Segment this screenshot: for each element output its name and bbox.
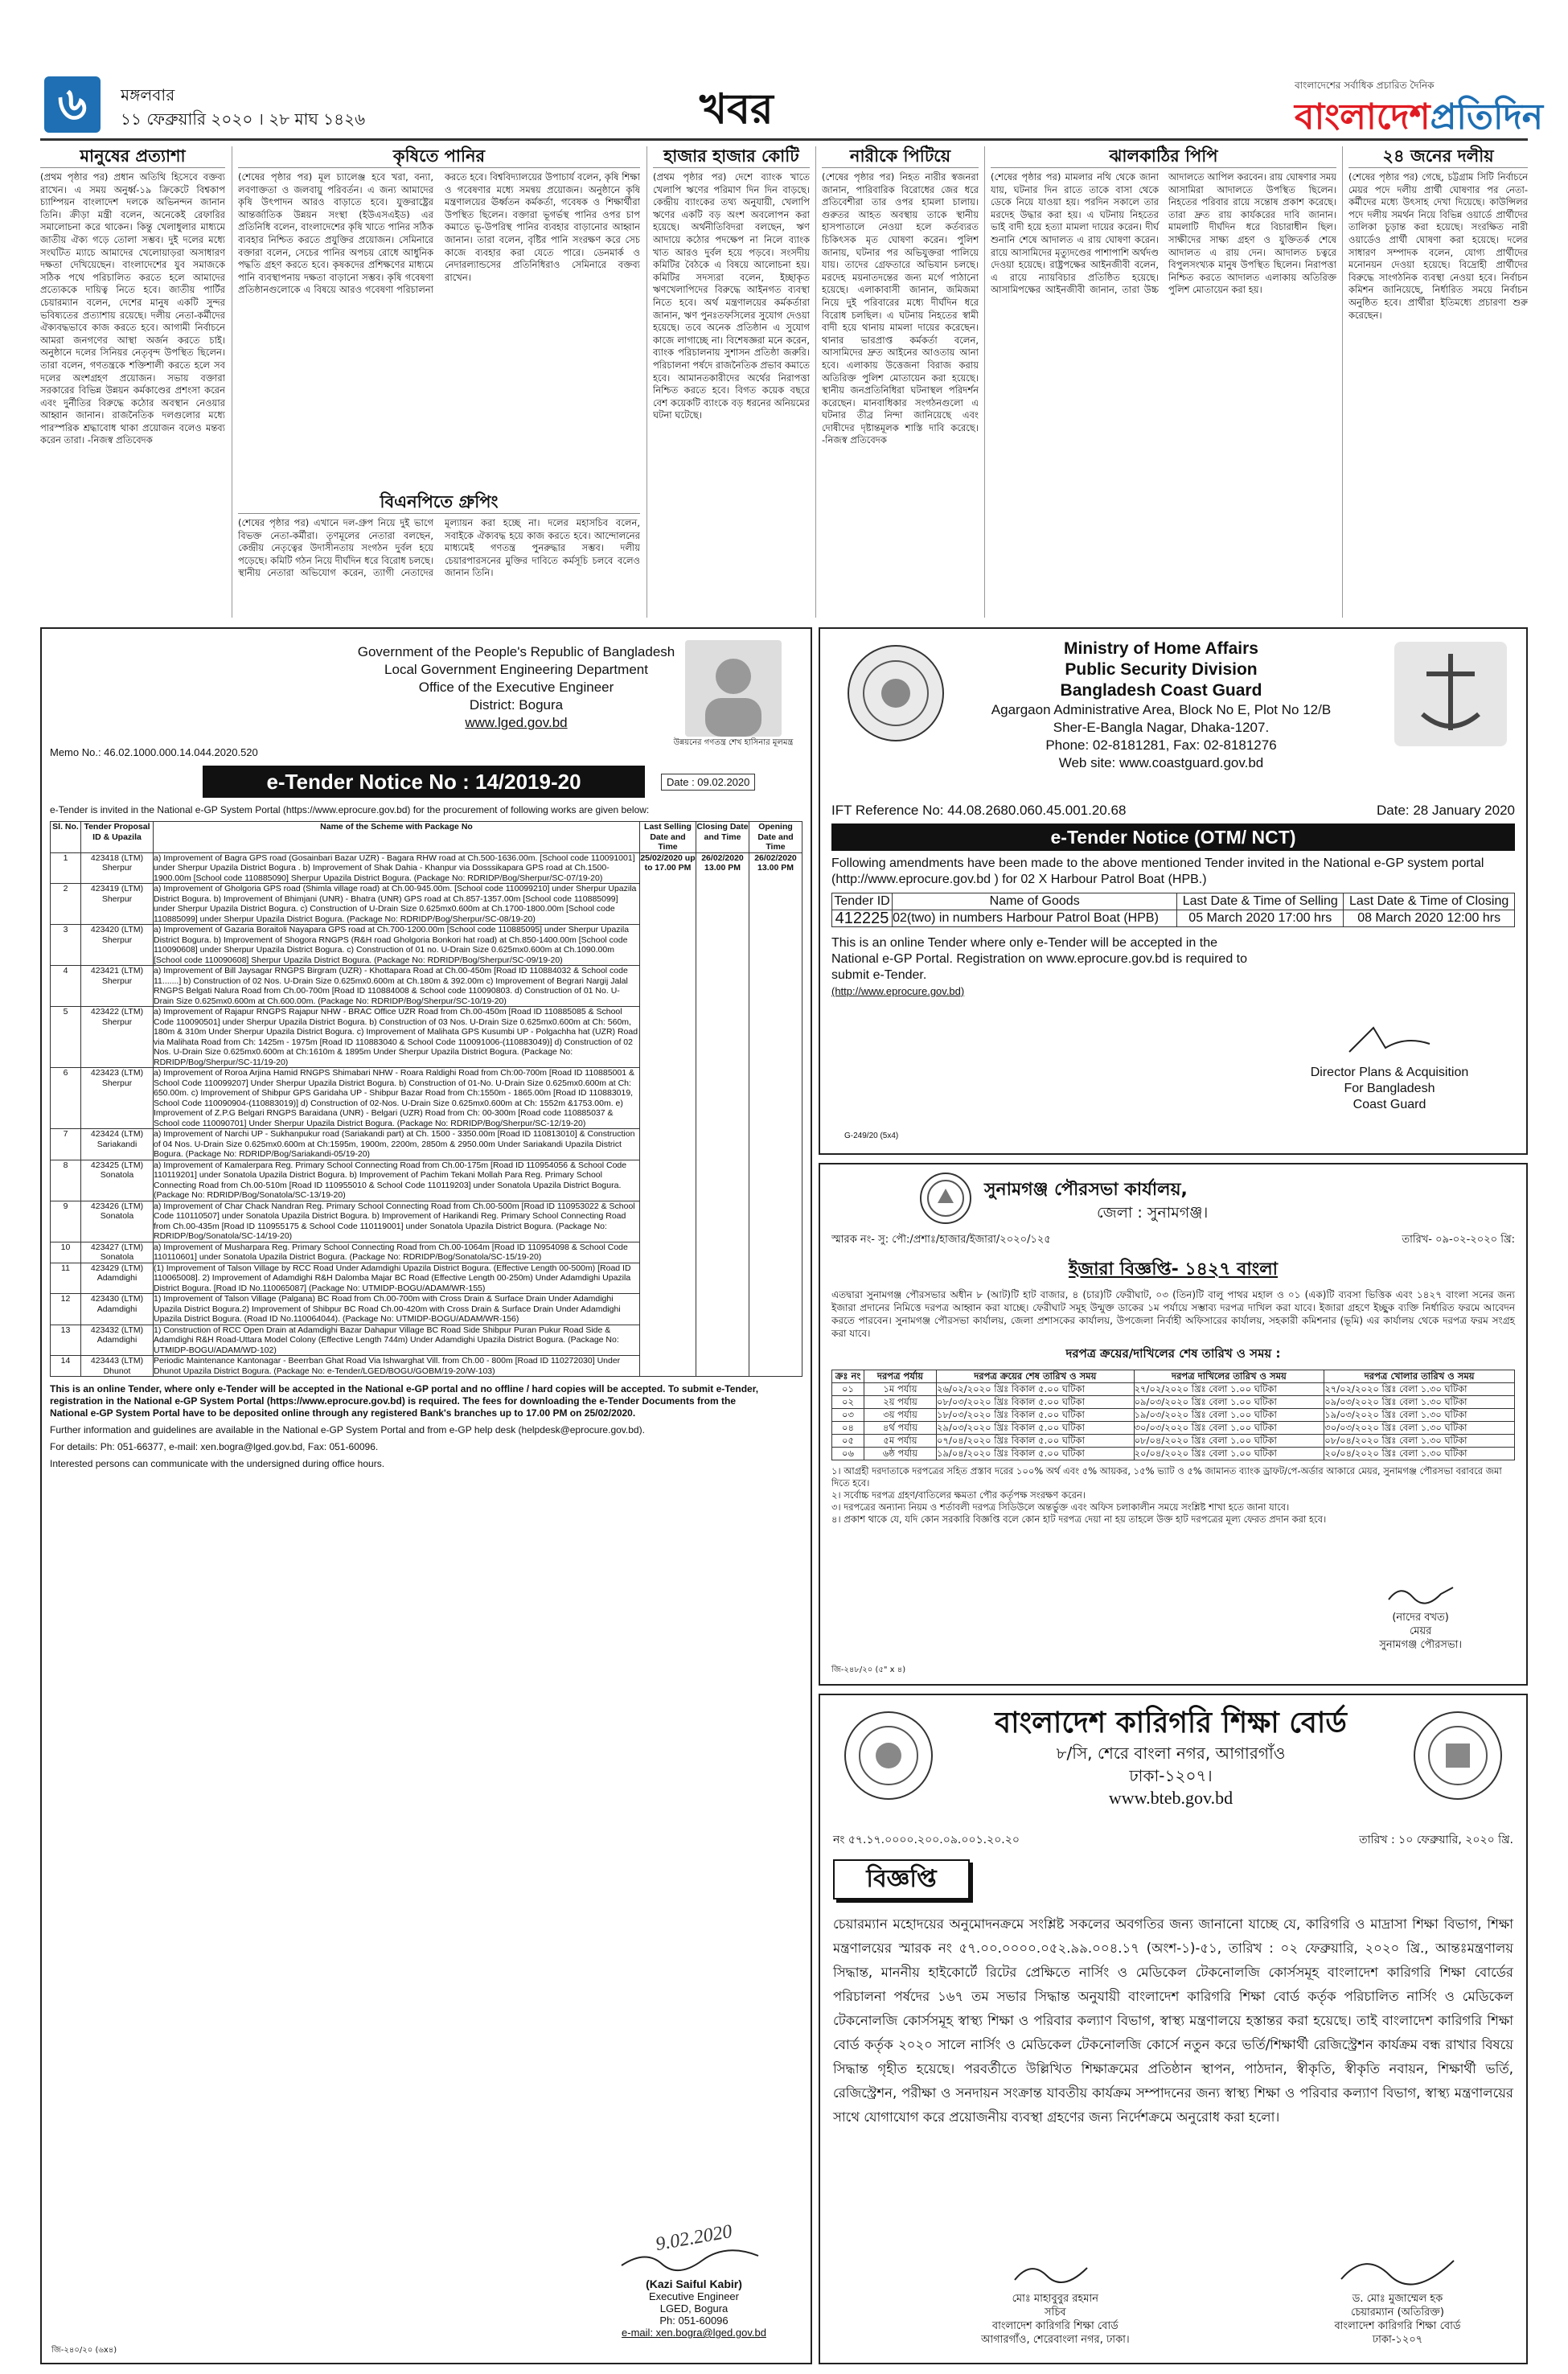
table-row xyxy=(832,1435,1515,1448)
table-cell: 11 xyxy=(51,1263,81,1294)
tender-title-banner: e-Tender Notice No : 14/2019-20 xyxy=(203,766,645,798)
signer-org: বাংলাদেশ কারিগরি শিক্ষা বোর্ড xyxy=(1334,2320,1461,2332)
table-cell: 26/02/2020 13.00 PM xyxy=(749,852,802,1377)
col-header: Tender ID xyxy=(832,893,893,910)
ref-number: স্মারক নং- সু: পৌ:/প্রশাঃ/হাজার/ইজারা/২০২০/১২৫ xyxy=(831,1234,1051,1246)
table-cell: ৩০/০৩/২০২০ খ্রিঃ বেলা ১.০০ ঘটিকা xyxy=(1134,1422,1324,1435)
col-header: Tender Proposal ID & Upazila xyxy=(81,822,154,853)
col-header: Last Date & Time of Closing xyxy=(1344,893,1515,910)
ad-note: This is an online Tender where only e-Tender will be accepted in the National e-GP Portal. Registration on www.eprocure.gov.bd is required to submit e-Tender. xyxy=(831,936,1248,982)
ad-memo: Memo No.: 46.02.1000.000.14.044.2020.520 xyxy=(50,746,258,758)
table-cell: ৪র্থ পর্যায় xyxy=(864,1422,937,1435)
notes-list xyxy=(831,1465,1515,1526)
article-body: (শেষের পৃষ্ঠার পর) এখানে দল-গ্রুপ নিয়ে দুই ভাগে বিভক্ত নেতা-কর্মীরা। তৃণমূলের নেতারা বলছেন, কেন্দ্রীয় নেতৃত্বের উদাসীনতায় সংগঠন দুর্বল হয়ে পড়েছে। কমিটি গঠন নিয়ে দীর্ঘদিন ধরে বিরোধ চলছে। স্থানীয় নেতারা অভিযোগ করেন, ত্যাগী নেতাদের মূল্যায়ন করা হচ্ছে না। দলের মহাসচিব বলেন, সবাইকে ঐক্যবদ্ধ হয়ে কাজ করতে হবে। আন্দোলনের মাধ্যমেই গণতন্ত্র পুনরুদ্ধার সম্ভব। দলীয় চেয়ারপারসনের মুক্তির দাবিতে কর্মসূচি চলবে বলেও জানান তিনি। xyxy=(238,517,640,579)
signer-name: (Kazi Saiful Kabir) xyxy=(646,2277,742,2290)
signer-org: বাংলাদেশ কারিগরি শিক্ষা বোর্ড xyxy=(991,2320,1119,2332)
article-body: (শেষের পৃষ্ঠার পর) মামলার নথি থেকে জানা যায়, ঘটনার দিন রাতে তাকে বাসা থেকে ডেকে নিয়ে যাওয়া হয়। পরদিন সকালে তার মরদেহ উদ্ধার করা হয়। এ ঘটনায় নিহতের ভাই বাদী হয়ে হত্যা মামলা দায়ের করেন। দীর্ঘ শুনানি শেষে আদালত এ রায় ঘোষণা করেন। রায়ে আসামিদের মৃত্যুদণ্ডের পাশাপাশি অর্থদণ্ড দেওয়া হয়েছে। রাষ্ট্রপক্ষের আইনজীবী বলেন, এ রায়ে ন্যায়বিচার প্রতিষ্ঠিত হয়েছে। আসামিপক্ষের আইনজীবী জানান, তারা উচ্চ আদালতে আপিল করবেন। রায় ঘোষণার সময় আসামিরা আদালতে উপস্থিত ছিলেন। নিহতের পরিবার রায়ে সন্তোষ প্রকাশ করেছে। তারা দ্রুত রায় কার্যকরের দাবি জানান। মামলাটি দীর্ঘদিন ধরে বিচারাধীন ছিল। সাক্ষীদের সাক্ষ্য গ্রহণ ও যুক্তিতর্ক শেষে আদালত এ রায় দেন। আদালত চত্বরে বিপুলসংখ্যক মানুষ উপস্থিত ছিলেন। নিরাপত্তা নিশ্চিত করতে আদালত এলাকায় অতিরিক্ত পুলিশ মোতায়েন করা হয়। xyxy=(991,171,1336,296)
coastguard-tender-ad xyxy=(819,627,1528,1155)
table-cell: a) Improvement of Bill Jaysagar RNGPS Birgram (UZR) - Khottapara Road at Ch.00-450m [Road ID 110884032 & School code 11.......] b) Construction of 02 Nos. U-Drain Size 0.625mx0.600m at Ch.180m & 392.00m c) Improvement of Begrari Nargij Jalal RNGPS Belgati Nalura Road from Ch.00-700m [Road ID 110884008 & School code 110090803. d) Construction of 01 No. U-Drain Size 0.625mx0.600m at Ch.600.00m. (Package No: RDRIDP/Bog/Sherpur/SC-10/19-20) xyxy=(154,966,640,1007)
col-header: দরপত্র খোলার তারিখ ও সময় xyxy=(1324,1370,1515,1383)
table-cell: ২৭/০২/২০২০ খ্রিঃ বেলা ১.৩০ ঘটিকা xyxy=(1324,1383,1515,1396)
col-header: Last Selling Date and Time xyxy=(640,822,696,853)
table-cell: ১৮/০৩/২০২০ খ্রিঃ বিকাল ৫.০০ ঘটিকা xyxy=(937,1409,1135,1422)
logo-word-1: বাংলাদেশ xyxy=(1295,97,1430,138)
article-body: (শেষের পৃষ্ঠার পর) নিহত নারীর স্বজনরা জানান, পারিবারিক বিরোধের জের ধরে প্রতিবেশীরা তার ওপর হামলা চালায়। গুরুতর আহত অবস্থায় তাকে স্থানীয় হাসপাতালে নেওয়া হলে কর্তব্যরত চিকিৎসক মৃত ঘোষণা করেন। পুলিশ জানায়, ঘটনার পর অভিযুক্তরা পালিয়ে যায়। তাদের গ্রেফতারে অভিযান চলছে। মরদেহ ময়নাতদন্তের জন্য মর্গে পাঠানো হয়েছে। এলাকাবাসী জানান, জমিজমা নিয়ে দুই পরিবারের মধ্যে দীর্ঘদিন ধরে বিরোধ চলছিল। এ ঘটনায় নিহতের স্বামী বাদী হয়ে থানায় মামলা দায়ের করেছেন। থানার ভারপ্রাপ্ত কর্মকর্তা বলেন, আসামিদের দ্রুত আইনের আওতায় আনা হবে। এলাকায় উত্তেজনা বিরাজ করায় অতিরিক্ত পুলিশ মোতায়েন করা হয়েছে। স্থানীয় জনপ্রতিনিধিরা ঘটনাস্থল পরিদর্শন করেছেন। মানবাধিকার সংগঠনগুলো এ ঘটনার তীব্র নিন্দা জানিয়েছে এবং দোষীদের দৃষ্টান্তমূলক শাস্তি দাবি করেছে। -নিজস্ব প্রতিবেদক xyxy=(822,171,979,446)
col-header: দরপত্র ক্রয়ের শেষ তারিখ ও সময় xyxy=(937,1370,1135,1383)
table-row xyxy=(832,1396,1515,1409)
table-cell: 423420 (LTM) Sherpur xyxy=(81,925,154,966)
column-divider xyxy=(815,146,816,618)
schedule-title: দরপত্র ক্রয়ের/দাখিলের শেষ তারিখ ও সময় : xyxy=(1065,1346,1281,1361)
table-cell: ২য় পর্যায় xyxy=(864,1396,937,1409)
table-cell: ১৯/০৪/২০২০ খ্রিঃ বিকাল ৫.০০ ঘটিকা xyxy=(937,1448,1135,1460)
website-link[interactable]: Web site: www.coastguard.gov.bd xyxy=(1058,755,1264,770)
signer-name: ড. মোঃ মুজাম্মেল হক xyxy=(1352,2293,1443,2305)
article-6 xyxy=(991,145,1336,619)
ad-dept: Local Government Engineering Department xyxy=(384,662,648,677)
municipality-seal-icon xyxy=(920,1173,971,1224)
column-divider xyxy=(1342,146,1343,618)
header-rule xyxy=(40,138,1528,141)
table-cell: a) Improvement of Gazaria Boraitoli Nayapara GPS road at Ch.700-1200.00m [School code 110885095] under Sherpur Upazila District Bogura. b) Improvement of Shogora RNGPS (R&H road Gholgoria Bonkori hat road) at Ch.850-1400.00m [School code 110090608] under Sherpur Upazila District Bogura. c) Construction of 01 no. U-Drain Size 0.625mx0.600m at Ch.1090.00m [School code 110090608] Sherpur Upazila District Bogura. (Package No: RDRIDP/Bog/Sherpur/SC-09/19-20) xyxy=(154,925,640,966)
table-cell: 25/02/2020 up to 17.00 PM xyxy=(640,852,696,1377)
column-divider xyxy=(646,146,647,618)
notice-badge: বিজ্ঞপ্তি xyxy=(833,1859,970,1900)
signer-name: (নাদের বখত) xyxy=(1392,1612,1449,1624)
article-5 xyxy=(822,145,979,619)
table-cell: a) Improvement of Bagra GPS road (Gosainbari Bazar UZR) - Bagara RHW road at Ch.500-1636.00m. [School code 110091001] under Sherpur Upazila District Bogura . b) Improvement of Shak Dahia - Khanpur via Dosssikapara GPS road at Ch.1500-1900.00m [School code 110885090] Sherpur Upazila District Bogura. (Package No: RDRIDP/Bog/Sherpur/SC-07/19-20) xyxy=(154,852,640,884)
notice-body: চেয়ারম্যান মহোদয়ের অনুমোদনক্রমে সংশ্লিষ্ট সকলের অবগতির জন্য জানানো যাচ্ছে যে, কারিগরি ও মাদ্রাসা শিক্ষা বিভাগ, শিক্ষা মন্ত্রণালয়ের স্মারক নং ৫৭.০০.০০০০.০৫২.৯৯.০০৪.১৭ (অংশ-১)-৫১, তারিখ : ০২ ফেব্রুয়ারি, ২০২০ খ্রি., আন্তঃমন্ত্রণালয় সিদ্ধান্ত, মাননীয় হাইকোর্টে রিটের প্রেক্ষিতে নার্সিং ও মেডিকেল টেকনোলজি কোর্সসমূহ বাংলাদেশ কারিগরি শিক্ষা বোর্ডের পরিচালনা পর্ষদের ১৬৭ তম সভার সিদ্ধান্ত অনুযায়ী বাংলাদেশ কারিগরি শিক্ষা বোর্ড কর্তৃক পরিচালিত নার্সিং ও মেডিকেল টেকনোলজি কোর্সসমূহ স্বাস্থ্য শিক্ষা ও পরিবার কল্যাণ বিভাগ, স্বাস্থ্য মন্ত্রণালয়ে হস্তান্তর করা হয়েছে। তাই বাংলাদেশ কারিগরি শিক্ষা বোর্ড কর্তৃক ২০২০ সালে নার্সিং ও মেডিকেল টেকনোলজি কোর্সে নতুন করে ভর্তি/শিক্ষার্থী রেজিস্ট্রেশন কার্যক্রম বন্ধ রাখার বিষয়ে সিদ্ধান্ত গৃহীত হয়েছে। পরবর্তীতে উল্লিখিত শিক্ষাক্রমের প্রতিষ্ঠান স্থাপন, পাঠদান, স্বীকৃতি, স্বীকৃতি নবায়ন, শিক্ষার্থী ভর্তি, রেজিস্ট্রেশন, পরীক্ষা ও সনদায়ন সংক্রান্ত যাবতীয় কার্যক্রম সম্পাদনের জন্য স্বাস্থ্য শিক্ষা ও পরিবার কল্যাণ বিভাগ, স্বাস্থ্য মন্ত্রণালয়ের সাথে যোগাযোগ করে প্রয়োজনীয় ব্যবস্থা গ্রহণের জন্য নির্দেশক্রমে অনুরোধ করা হলো। xyxy=(833,1916,1513,2125)
article-7 xyxy=(1348,145,1528,619)
table-cell: 8 xyxy=(51,1160,81,1201)
table-cell: 423423 (LTM) Sherpur xyxy=(81,1068,154,1129)
table-cell: ২৯/০৩/২০২০ খ্রিঃ বিকাল ৫.০০ ঘটিকা xyxy=(937,1422,1135,1435)
table-cell: ১ম পর্যায় xyxy=(864,1383,937,1396)
signature-scribble-icon xyxy=(1333,2251,1462,2288)
bteb-logo-icon xyxy=(1414,1711,1502,1800)
page-number: ৬ xyxy=(44,76,101,133)
col-header: দরপত্র দাখিলের তারিখ ও সময় xyxy=(1134,1370,1324,1383)
table-cell: 08 March 2020 12:00 hrs xyxy=(1344,910,1515,927)
table-row xyxy=(832,1409,1515,1422)
table-cell: 4 xyxy=(51,966,81,1007)
ad-web-link[interactable]: www.lged.gov.bd xyxy=(465,715,568,730)
column-divider xyxy=(984,146,985,618)
article-title: বিএনপিতে গ্রুপিং xyxy=(238,491,640,514)
ad-footer-1: This is an online Tender, where only e-Tender will be accepted in the National e-GP portal and no offline / hard copies will be accepted. To submit e-Tender, registration in the National e-GP System Portal (https://www.eprocure.gov.bd) is required. The fees for downloading the e-Tender Documents from the National e-GP System Portal have to be deposited online through any registered Bank's branches up to 17.00 PM on 25/02/2020. xyxy=(50,1383,759,1419)
table-cell: ১৯/০৩/২০২০ খ্রিঃ বেলা ১.০০ ঘটিকা xyxy=(1134,1409,1324,1422)
table-cell: 3 xyxy=(51,925,81,966)
table-cell: a) Improvement of Gholgoria GPS road (Shimla village road) at Ch.00-945.00m. [School code 110099210] under Sherpur Upazila District Bogura. b) Improvement of Bhimjani (UNR) - Bhatra (UNR) GPS road at Ch.857-1357.00m [School code 110885099] under Sherpur Upazila District Bogura. c) Construction of U-Drain Size 0.625mx0.600m at Ch.1700-1800.00m [School code 110885099] under Sherpur Upazila District Bogura. (Package No: RDRIDP/Bog/Sherpur/SC-08/19-20) xyxy=(154,884,640,925)
table-cell: ০৪ xyxy=(832,1422,864,1435)
col-header: ক্রঃ নং xyxy=(832,1370,864,1383)
note-item: ১। আগ্রহী দরদাতাকে দরপত্রের সহিত প্রস্তাব দরের ১০০% অর্থ এবং ৫% আয়কর, ১৫% ভ্যাট ও ৫% জামানত ব্যাংক ড্রাফট/পে-অর্ডার আকারে মেয়র, সুনামগঞ্জ পৌরসভা বরাবরে জমা দিতে হবে। xyxy=(831,1465,1502,1489)
signer-line-2: For Bangladesh xyxy=(1344,1082,1435,1095)
note-item: ২। সর্বোচ্চ দরপত্র গ্রহণ/বাতিলের ক্ষমতা পৌর কর্তৃপক্ষ সংরক্ষণ করেন। xyxy=(831,1489,1086,1501)
table-cell: a) Improvement of Musharpara Reg. Primary School Connecting Road from Ch.00-1064m [Road ID 110954098 & School Code 110110601] under Sonatola Upazila District Bogura. (Package No: RDRIDP/Bog/Sonatola/SC-15/19-20) xyxy=(154,1242,640,1263)
ad-footer-3: Interested persons can communicate with the undersigned during office hours. xyxy=(50,1458,385,1469)
table-cell: 423422 (LTM) Sherpur xyxy=(81,1007,154,1068)
table-cell: 9 xyxy=(51,1201,81,1242)
table-cell: ০৮/০৩/২০২০ খ্রিঃ বিকাল ৫.০০ ঘটিকা xyxy=(937,1396,1135,1409)
table-cell: 6 xyxy=(51,1068,81,1129)
signer-org: সুনামগঞ্জ পৌরসভা। xyxy=(1379,1639,1462,1651)
portrait-icon xyxy=(685,640,782,737)
notice-title: ইজারা বিজ্ঞপ্তি- ১৪২৭ বাংলা xyxy=(1068,1259,1279,1279)
bteb-notice-ad xyxy=(819,1694,1528,2364)
page-header xyxy=(0,0,1568,141)
table-cell: ২০/০৪/২০২০ খ্রিঃ বেলা ১.৩০ ঘটিকা xyxy=(1324,1448,1515,1460)
signer-title: সচিব xyxy=(1045,2306,1066,2319)
board-address: ৮/সি, শেরে বাংলা নগর, আগারগাঁও xyxy=(1056,1744,1286,1763)
table-cell: 12 xyxy=(51,1294,81,1325)
table-cell: ০৮/০৪/২০২০ খ্রিঃ বেলা ১.০০ ঘটিকা xyxy=(1134,1435,1324,1448)
signer-title: মেয়র xyxy=(1409,1625,1432,1637)
tender-title-banner: e-Tender Notice (OTM/ NCT) xyxy=(831,824,1515,851)
col-header: Last Date & Time of Selling xyxy=(1177,893,1344,910)
col-header: Closing Date and Time xyxy=(696,822,749,853)
ad-caption: উন্নয়নের গণতন্ত্র শেখ হাসিনার মূলমন্ত্র xyxy=(673,738,794,747)
table-cell: 423426 (LTM) Sonatola xyxy=(81,1201,154,1242)
table-cell: 26/02/2020 13.00 PM xyxy=(696,852,749,1377)
signer-title: চেয়ারম্যান (অতিরিক্ত) xyxy=(1351,2306,1444,2319)
ref-date: তারিখ : ১০ ফেব্রুয়ারি, ২০২০ খ্রি. xyxy=(1359,1834,1513,1846)
ad-intro: Following amendments have been made to the above mentioned Tender invited in the National e-GP system portal (http://www.eprocure.gov.bd ) for 02 X Harbour Patrol Boat (HPB.) xyxy=(831,856,1484,886)
ad-district: District: Bogura xyxy=(469,697,564,713)
article-title: ২৪ জনের দলীয় xyxy=(1348,145,1528,168)
lged-tender-ad xyxy=(40,627,812,2364)
article-title: মানুষের প্রত্যাশা xyxy=(40,145,225,168)
table-cell: 05 March 2020 17:00 hrs xyxy=(1177,910,1344,927)
table-cell: 423424 (LTM) Sariakandi xyxy=(81,1129,154,1160)
table-cell: a) Improvement of Kamalerpara Reg. Primary School Connecting Road from Ch.00-175m [Road ID 110954056 & School Code 110119201] under Sonatola Upazila District Bogura. b) Improvement of Pachim Tekani Mollah Para Reg. Primary School Connecting Road from Ch.00-510m [Road ID 110955010 & School Code 110119203] under Sonatola Upazila District Bogura. (Package No: RDRIDP/Bog/Sonatola/SC-13/19-20) xyxy=(154,1160,640,1201)
table-row xyxy=(832,1383,1515,1396)
table-cell: ০১ xyxy=(832,1383,864,1396)
table-cell: ২৭/০২/২০২০ খ্রিঃ বেলা ১.০০ ঘটিকা xyxy=(1134,1383,1324,1396)
table-cell: a) Improvement of Narchi UP - Sukhanpukur road (Sariakandi part) at Ch. 1500 - 3350.00m [Road ID 110813010] & Construction of 04 Nos. U-Drain Size 0.625mx0.600m at Ch:1595m, 1900m, 2200m, 2850m & 2950.00m Under Sariakandi Upazila District Bogura. (Package No: RDRIDP/Bog/Sariakandi-05/19-20) xyxy=(154,1129,640,1160)
table-cell: ০৬ xyxy=(832,1448,864,1460)
signer-name: মোঃ মাহাবুবুর রহমান xyxy=(1012,2293,1098,2305)
ref-number: নং ৫৭.১৭.০০০০.২০০.০৯.০০১.২০.২০ xyxy=(833,1834,1020,1846)
table-cell: ১৯/০৩/২০২০ খ্রিঃ বেলা ১.৩০ ঘটিকা xyxy=(1324,1409,1515,1422)
table-cell: ৫ম পর্যায় xyxy=(864,1435,937,1448)
office-district: জেলা : সুনামগঞ্জ। xyxy=(1097,1204,1209,1222)
article-title: নারীকে পিটিয়ে xyxy=(822,145,979,168)
sunamganj-lease-ad xyxy=(819,1163,1528,1686)
ad-code: G-249/20 (5x4) xyxy=(844,1132,899,1141)
ad-footer-2: Further information and guidelines are available in the National e-GP System Portal and from e-GP help desk (helpdesk@eprocure.gov.bd). xyxy=(50,1424,645,1435)
office-name: সুনামগঞ্জ পৌরসভা কার্যালয়, xyxy=(984,1180,1188,1200)
table-cell: ০৯/০৩/২০২০ খ্রিঃ বেলা ১.০০ ঘটিকা xyxy=(1134,1396,1324,1409)
signature-scribble-icon xyxy=(1007,2256,1103,2288)
tender-table xyxy=(50,821,802,1377)
ad-code: জি-২৪৮/২০ (৫" x ৪) xyxy=(831,1665,906,1675)
table-cell: 412225 xyxy=(832,910,893,927)
signature-scribble-icon xyxy=(1385,1579,1457,1607)
signer-title: Executive Engineer xyxy=(648,2290,739,2302)
table-cell: 5 xyxy=(51,1007,81,1068)
table-cell: ২০/০৪/২০২০ খ্রিঃ বেলা ১.০০ ঘটিকা xyxy=(1134,1448,1324,1460)
table-cell: 423429 (LTM) Adamdighi xyxy=(81,1263,154,1294)
logo-word-2: প্রতিদিন xyxy=(1430,97,1543,138)
table-cell: ০৯/০৩/২০২০ খ্রিঃ বেলা ১.৩০ ঘটিকা xyxy=(1324,1396,1515,1409)
article-title: কৃষিতে পানির xyxy=(238,145,640,168)
table-cell: ৩য় পর্যায় xyxy=(864,1409,937,1422)
table-row xyxy=(51,852,802,884)
table-cell: ৬ষ্ঠ পর্যায় xyxy=(864,1448,937,1460)
table-cell: ০৫ xyxy=(832,1435,864,1448)
org-name: Bangladesh Coast Guard xyxy=(1060,681,1262,700)
ministry-name: Ministry of Home Affairs xyxy=(1064,639,1258,658)
article-body: (শেষের পৃষ্ঠার পর) মূল চ্যালেঞ্জ হবে খরা, বন্যা, লবণাক্ততা ও জলবায়ু পরিবর্তন। এ জন্য আমাদের কৃষি উৎপাদন আরও বাড়াতে হবে। যুক্তরাষ্ট্রের আন্তর্জাতিক উন্নয়ন সংস্থা (ইউএসএইড) এর প্রতিনিধি বলেন, বাংলাদেশের কৃষি খাতে পানির সঠিক ব্যবহার নিশ্চিত করতে প্রযুক্তির প্রয়োজন। সেমিনারে বক্তারা বলেন, সেচের পানির অপচয় রোধে আধুনিক পদ্ধতি গ্রহণ করতে হবে। কৃষকদের প্রশিক্ষণের মাধ্যমে পানি ব্যবস্থাপনায় দক্ষতা বাড়ানো সম্ভব। কৃষি গবেষণা প্রতিষ্ঠানগুলোকে এ বিষয়ে আরও গবেষণা পরিচালনা করতে হবে। বিশ্ববিদ্যালয়ের উপাচার্য বলেন, কৃষি শিক্ষা ও গবেষণার মধ্যে সমন্বয় প্রয়োজন। অনুষ্ঠানে কৃষি মন্ত্রণালয়ের ঊর্ধ্বতন কর্মকর্তা, গবেষক ও শিক্ষার্থীরা উপস্থিত ছিলেন। বক্তারা ভূগর্ভস্থ পানির ওপর চাপ কমাতে ভূ-উপরিস্থ পানির ব্যবহার বাড়ানোর আহ্বান জানান। তারা বলেন, বৃষ্টির পানি সংরক্ষণ করে সেচ কাজে ব্যবহার করা যেতে পারে। ডেনমার্ক ও নেদারল্যান্ডসের প্রতিনিধিরাও সেমিনারে বক্তব্য রাখেন। xyxy=(238,171,640,296)
table-row xyxy=(832,1448,1515,1460)
chairman-signature-block xyxy=(1333,2251,1462,2347)
board-name: বাংলাদেশ কারিগরি শিক্ষা বোর্ড xyxy=(995,1707,1347,1739)
portrait-image xyxy=(685,640,782,737)
eprocure-link[interactable]: (http://www.eprocure.gov.bd) xyxy=(831,985,965,997)
table-cell: 13 xyxy=(51,1325,81,1356)
table-cell: 423443 (LTM) Dhunot xyxy=(81,1356,154,1377)
table-cell: ০৩ xyxy=(832,1409,864,1422)
ad-office: Office of the Executive Engineer xyxy=(418,680,614,695)
ad-gov: Government of the People's Republic of Bangladesh xyxy=(357,644,675,659)
board-address-2: ঢাকা-১২০৭। xyxy=(1129,1766,1213,1785)
bangladesh-emblem-icon xyxy=(848,645,944,741)
article-title: ঝালকাঠির পিপি xyxy=(991,145,1336,168)
page-day: মঙ্গলবার xyxy=(121,85,175,105)
ad-intro: e-Tender is invited in the National e-GP System Portal (https://www.eprocure.gov.bd) for the procurement of following works are given below: xyxy=(50,804,650,815)
article-body: (প্রথম পৃষ্ঠার পর) দেশে ব্যাংক খাতে খেলাপি ঋণের পরিমাণ দিন দিন বাড়ছে। কেন্দ্রীয় ব্যাংকের তথ্য অনুযায়ী, খেলাপি ঋণের একটি বড় অংশ অবলোপন করা হয়েছে। অর্থনীতিবিদরা বলছেন, ঋণ আদায়ে কঠোর পদক্ষেপ না নিলে ব্যাংক খাত আরও দুর্বল হয়ে পড়বে। সংসদীয় কমিটির বৈঠকে এ বিষয়ে আলোচনা হয়। কমিটির সদস্যরা বলেন, ইচ্ছাকৃত ঋণখেলাপিদের বিরুদ্ধে আইনগত ব্যবস্থা নিতে হবে। অর্থ মন্ত্রণালয়ের কর্মকর্তারা জানান, ঋণ পুনঃতফসিলের সুযোগ দেওয়া হয়েছে। তবে অনেক প্রতিষ্ঠান এ সুযোগ কাজে লাগাচ্ছে না। বিশেষজ্ঞরা মনে করেন, ব্যাংক পরিচালনায় সুশাসন প্রতিষ্ঠা জরুরি। পরিচালনা পর্ষদে রাজনৈতিক প্রভাব কমাতে হবে। আমানতকারীদের অর্থের নিরাপত্তা নিশ্চিত করতে হবে। বিগত কয়েক বছরে বেশ কয়েকটি ব্যাংকে বড় ধরনের অনিয়মের ঘটনা ঘটেছে। xyxy=(653,171,810,421)
table-cell: (1) Improvement of Talson Village by RCC Road Under Adamdighi Upazila District Bogura. (Effective Length 00-500m) [Road ID 110065008]. 2) Improvement of Adamdighi R&H Dalomba Majar BC Road (Effective Length 00-250m) Under Adamdighi Upazila District Bogura. [Road ID No.110065087] (Package No: UTMIDP-BOGU/ADAM/WR-155) xyxy=(154,1263,640,1294)
article-2 xyxy=(238,145,640,483)
table-cell: ২৬/০২/২০২০ খ্রিঃ বিকাল ৫.০০ ঘটিকা xyxy=(937,1383,1135,1396)
table-cell: 1) Construction of RCC Open Drain at Adamdighi Bazar Dahapur Village BC Road Side Shibpur Puran Pukur Road Side & Adamdighi R&H Road-Uttara Model Colony (Effective Length 744m) Under Adamdighi Upazila District Bogura. (Package No: UTMIDP-BOGU/ADAM/WD-102) xyxy=(154,1325,640,1356)
lged-signature-block xyxy=(601,2220,786,2339)
table-cell: 7 xyxy=(51,1129,81,1160)
signer-phone: Ph: 051-60096 xyxy=(659,2314,729,2327)
address-line-2: Sher-E-Bangla Nagar, Dhaka-1207. xyxy=(1053,720,1270,735)
table-cell: ০৭/০৪/২০২০ খ্রিঃ বিকাল ৫.০০ ঘটিকা xyxy=(937,1435,1135,1448)
logo-tagline: বাংলাদেশের সর্বাধিক প্রচারিত দৈনিক xyxy=(1295,80,1435,91)
division-name: Public Security Division xyxy=(1065,660,1258,679)
article-title: হাজার হাজার কোটি xyxy=(653,145,810,168)
page-date: ১১ ফেব্রুয়ারি ২০২০ । ২৮ মাঘ ১৪২৬ xyxy=(121,109,366,129)
section-title: খবর xyxy=(700,85,774,133)
table-cell: a) Improvement of Rajapur RNGPS Rajapur NHW - BRAC Office UZR Road from Ch.00-450m [Road ID 110885085 & School Code 110090501] under Sherpur Upazila District Bogura. b) Construction of 03 Nos. U-Drain Size 0.625mx0.600m at Ch: 560m, 180m & 310m Under Sherpur Upazila District Bogura. c) Improvement of Malihata GPS Kusumbi UP - Polgachha hat (UZR) Road via Malihata Road from Ch: 1425m - 1975m [Road ID 110883040 & School Code 110091006-(110883049)] d) Construction of 02 Nos. U-Drain Size 0.625mx0.600m at Ch:1610m & 1895m Under Sherpur Upazila District Bogura. (Package No: RDRIDP/Bog/Sherpur/SC-11/19-20) xyxy=(154,1007,640,1068)
table-cell: 10 xyxy=(51,1242,81,1263)
table-cell: Periodic Maintenance Kantonagar - Beerrban Ghat Road Via Ishwarghat Vill. from Ch.00 - 800m [Road ID 110272030] Under Dhunot Upazila District Bogura. (Package No: e-Tender/LGED/BOGU/GOBM/19-20/W-103) xyxy=(154,1356,640,1377)
signer-org: LGED, Bogura xyxy=(659,2302,729,2314)
coastguard-signature-block xyxy=(1285,1020,1494,1113)
table-cell: 423432 (LTM) Adamdighi xyxy=(81,1325,154,1356)
table-cell: a) Improvement of Roroa Arjina Hamid RNGPS Shimabari NHW - Roara Raldighi Road from Ch:00-700m [Road ID 110885001 & School Code 110099207] Under Sherpur Upazila District Bogura. b) Construction of 01-No. U-Drain Size 0.625mx0.600m at Ch: 650.00m. c) Improvement of Shibpur GPS Garidaha UP - Shibpur Bazar Road from Ch:1550m - 1865.00m [Road ID 110883019, School Code 110090904-(110883019)] d) Construction of 02-Nos. U-Drain Size 0.625mx0.600m at Ch: 1552m &1753.00m. e) Improvement of Z.P.G Belgari RNGPS Baraidana (UNR) - Belgari (UZR) Road from Ch: 00-300m [Road code 110885037 & School code 110090701] Under Sherpur Upazila District Bogura. (Package No: RDRIDP/Bog/Sherpur/SC-12/19-20) xyxy=(154,1068,640,1129)
ad-email-line: For details: Ph: 051-66377, e-mail: xen.bogra@lged.gov.bd, Fax: 051-60096. xyxy=(50,1441,379,1452)
table-cell: ৩০/০৩/২০২০ খ্রিঃ বেলা ১.৩০ ঘটিকা xyxy=(1324,1422,1515,1435)
col-header: Name of Goods xyxy=(893,893,1177,910)
table-cell: 423421 (LTM) Sherpur xyxy=(81,966,154,1007)
coastguard-logo-icon xyxy=(1394,642,1507,746)
col-header: Sl. No. xyxy=(51,822,81,853)
ift-ref: IFT Reference No: 44.08.2680.060.45.001.20.68 xyxy=(831,803,1127,818)
mayor-signature-block xyxy=(1379,1579,1462,1652)
ad-code: জি-২৪০/২০ (৬x৪) xyxy=(51,2346,117,2356)
table-cell: 423425 (LTM) Sonatola xyxy=(81,1160,154,1201)
col-header: Opening Date and Time xyxy=(749,822,802,853)
secretary-signature-block xyxy=(981,2256,1130,2347)
article-3 xyxy=(653,145,810,619)
board-website-link[interactable]: www.bteb.gov.bd xyxy=(1108,1788,1233,1808)
ift-date: Date: 28 January 2020 xyxy=(1376,803,1515,818)
ref-date: তারিখ- ০৯-০২-২০২০ খ্রি: xyxy=(1402,1234,1515,1246)
col-header: দরপত্র পর্যায় xyxy=(864,1370,937,1383)
table-cell: 1) Improvement of Talson Village (Palgana) BC Road from Ch.00-700m with Cross Drain & Surface Drain Under Adamdighi Upazila District Bogura.2) Improvement of Shibpur BC Road Ch.00-420m with Cross Drain & Surface Drain Under Adamdighi Upazila District Bogura. (Road ID No.110064044). (Package No: UTMIDP-BOGU/ADAM/WR-156) xyxy=(154,1294,640,1325)
table-cell: 423427 (LTM) Sonatola xyxy=(81,1242,154,1263)
signature-scribble-icon xyxy=(1341,1020,1438,1060)
phone-line: Phone: 02-8181281, Fax: 02-8181276 xyxy=(1045,737,1277,753)
table-cell: 02(two) in numbers Harbour Patrol Boat (HPB) xyxy=(893,910,1177,927)
table-cell: 2 xyxy=(51,884,81,925)
article-body: (প্রথম পৃষ্ঠার পর) প্রধান অতিথি হিসেবে বক্তব্য রাখেন। এ সময় অনুর্ধ্ব-১৯ ক্রিকেটে বিশ্বকাপ চ্যাম্পিয়ন বাংলাদেশ দলকে অভিনন্দন জানান তিনি। ক্রীড়া মন্ত্রী বলেন, অনেকেই রেফারির সমালোচনা করে থাকেন। কিন্তু খেলাধুলার মাধ্যমে জাতীয় ঐক্য গড়ে তোলা সম্ভব। দুই দলের মধ্যে সংঘটিত ম্যাচে আমাদের খেলোয়াড়রা অসাধারণ দক্ষতা দেখিয়েছেন। বাংলাদেশের যুব সমাজকে সঠিক পথে পরিচালিত করতে হলে আমাদের প্রত্যেককে দায়িত্ব নিতে হবে। জাতীয় পার্টির চেয়ারম্যান বলেন, দেশের মানুষ একটি সুন্দর ভবিষ্যতের প্রত্যাশায় রয়েছে। দলীয় নেতা-কর্মীদের ঐক্যবদ্ধভাবে কাজ করতে হবে। আগামী নির্বাচনে আমরা জনগণের আস্থা অর্জন করতে চাই। অনুষ্ঠানে দলের সিনিয়র নেতৃবৃন্দ উপস্থিত ছিলেন। তারা বলেন, গণতন্ত্রকে শক্তিশালী করতে হলে সব দলের অংশগ্রহণ প্রয়োজন। সভায় বক্তারা সরকারের বিভিন্ন উন্নয়ন কর্মকাণ্ডের প্রশংসা করেন এবং দুর্নীতির বিরুদ্ধে কঠোর অবস্থান নেওয়ার আহ্বান জানান। রাজনৈতিক দলগুলোর মধ্যে পারস্পরিক শ্রদ্ধাবোধ থাকা প্রয়োজন বলেও মন্তব্য করেন তারা। -নিজস্ব প্রতিবেদক xyxy=(40,171,225,446)
bangladesh-emblem-icon xyxy=(844,1711,933,1800)
ift-line xyxy=(831,803,1515,819)
signer-address: ঢাকা-১২০৭ xyxy=(1372,2334,1423,2346)
newspaper-logo[interactable] xyxy=(1295,79,1543,138)
notice-body: এতদ্বারা সুনামগঞ্জ পৌরসভার অধীন ৮ (আট)টি হাট বাজার, ৪ (চার)টি ফেরীঘাট, ০৩ (তিন)টি বালু পাথর মহাল ও ০১ (এক)টি ব্যবসা ভিত্তিক এবং ১৪২৭ বাংলা সনের জন্য ইজারা প্রদানের নিমিত্তে দরপত্র আহ্বান করা যাচ্ছে। ফেরীঘাট সমূহ উন্মুক্ত ডাকের ১ম পর্যায়ে সম্ভাব্য দরপত্র দাখিল করা যাবে। ইজারা গ্রহণে ইচ্ছুক ব্যক্তি নির্ধারিত ফরমে আবেদন করতে পারবেন। সুনামগঞ্জ পৌরসভা কার্যালয়, জেলা প্রশাসকের কার্যালয়, উপজেলা নির্বাহী অফিসারের কার্যালয়, সহকারী কমিশনার (ভূমি) এর কার্যালয় থেকে দরপত্র ফরম সংগ্রহ করা যাবে। xyxy=(831,1289,1515,1339)
table-cell: a) Improvement of Char Chack Nandran Reg. Primary School Connecting Road from Ch.00-500m [Road ID 110953022 & School Code 110110507] under Sonatola Upazila District Bogura. b) Improvement of Harikandi Reg. Primary School Connecting Road from Ch.00-435m [Road ID 110955175 & School Code 110119001] under Sonatola Upazila District Bogura. (Package No: RDRIDP/Bog/Sonatola/SC-14/19-20) xyxy=(154,1201,640,1242)
tender-table xyxy=(831,893,1515,927)
table-cell: ০৮/০৪/২০২০ খ্রিঃ বেলা ১.৩০ ঘটিকা xyxy=(1324,1435,1515,1448)
ad-date: Date : 09.02.2020 xyxy=(661,774,755,791)
table-cell: 423430 (LTM) Adamdighi xyxy=(81,1294,154,1325)
col-header: Name of the Scheme with Package No xyxy=(154,822,640,853)
article-4 xyxy=(238,491,640,619)
signer-line-1: Director Plans & Acquisition xyxy=(1310,1066,1469,1079)
address-line-1: Agargaon Administrative Area, Block No E, Plot No 12/B xyxy=(991,702,1332,717)
article-body: (শেষের পৃষ্ঠার পর) গেছে, চট্টগ্রাম সিটি নির্বাচনে মেয়র পদে দলীয় প্রার্থী ঘোষণার পর নেতা-কর্মীদের মধ্যে উৎসাহ দেখা দিয়েছে। কাউন্সিলর পদে দলীয় সমর্থন নিয়ে বিভিন্ন ওয়ার্ডে প্রার্থীদের তালিকা চূড়ান্ত করা হয়েছে। সংরক্ষিত নারী ওয়ার্ডেও প্রার্থী ঘোষণা করা হয়েছে। দলের সাধারণ সম্পাদক বলেন, যোগ্য প্রার্থীদের মনোনয়ন দেওয়া হয়েছে। বিদ্রোহী প্রার্থীদের বিরুদ্ধে সাংগঠনিক ব্যবস্থা নেওয়া হবে। নির্বাচন কমিশন জানিয়েছে, নির্ধারিত সময়ে নির্বাচন অনুষ্ঠিত হবে। প্রার্থীরা ইতিমধ্যে প্রচারণা শুরু করেছেন। xyxy=(1348,171,1528,321)
table-cell: 423418 (LTM) Sherpur xyxy=(81,852,154,884)
note-item: ৩। দরপত্রের অন্যান্য নিয়ম ও শর্তাবলী দরপত্র সিডিউলে অন্তর্ভুক্ত এবং অফিস চলাকালীন সময়ে সংশ্লিষ্ট শাখা হতে জানা যাবে। xyxy=(831,1501,1290,1513)
article-1 xyxy=(40,145,225,619)
signer-email[interactable]: e-mail: xen.bogra@lged.gov.bd xyxy=(622,2327,766,2339)
signature-date: 9.02.2020 xyxy=(654,2220,734,2256)
table-cell: 423419 (LTM) Sherpur xyxy=(81,884,154,925)
signer-line-3: Coast Guard xyxy=(1353,1098,1426,1111)
table-row xyxy=(832,1422,1515,1435)
table-cell: 14 xyxy=(51,1356,81,1377)
signer-address: আগারগাঁও, শেরেবাংলা নগর, ঢাকা। xyxy=(981,2334,1130,2346)
table-cell: 1 xyxy=(51,852,81,884)
table-cell: ০২ xyxy=(832,1396,864,1409)
note-item: ৪। প্রকাশ থাকে যে, যদি কোন সরকারি বিজ্ঞপ্তি বলে কোন হাট দরপত্র দেয়া না হয় তাহলে উক্ত হাট দরপত্রের মূল্য ফেরত প্রদান করা হবে। xyxy=(831,1514,1327,1525)
schedule-table xyxy=(831,1370,1515,1460)
